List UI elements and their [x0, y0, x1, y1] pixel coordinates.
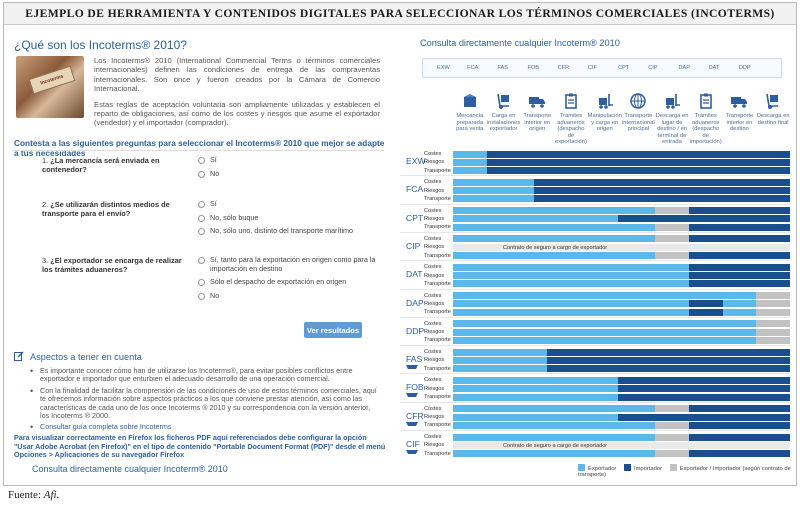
aspects-heading-text: Aspectos a tener en cuenta [30, 352, 142, 362]
ver-resultados-button[interactable]: Ver resultados [304, 322, 362, 338]
stage-column [588, 92, 622, 133]
allocation-segment [655, 252, 689, 259]
row-label-riesgos: Riesgos [424, 385, 445, 392]
allocation-segment [618, 442, 790, 449]
option-label: No [210, 291, 220, 300]
stage-label: Descarga en lugar de destino / en terminal de entrada [655, 113, 689, 146]
question-2 [42, 200, 192, 218]
ship-icon [406, 364, 422, 371]
allocation-strip-riesgos [453, 442, 790, 450]
allocation-segment [756, 329, 790, 336]
shared-swatch [670, 464, 677, 471]
incoterm-code-dap[interactable] [406, 298, 424, 308]
incoterm-code-exw[interactable] [406, 156, 426, 166]
legend-label: Importador [633, 466, 663, 472]
question-number: 2. [42, 200, 49, 209]
row-label-riesgos: Riesgos [424, 329, 445, 336]
allocation-segment [453, 264, 689, 271]
row-label-transporte: Transporte [424, 450, 451, 457]
allocation-segment [756, 292, 790, 299]
importer-swatch [624, 464, 631, 471]
truck-icon [730, 92, 748, 110]
allocation-segment [453, 179, 534, 186]
stage-column [554, 92, 588, 146]
allocation-segment [453, 320, 756, 327]
allocation-strip-riesgos [453, 414, 790, 422]
intro-text [94, 56, 380, 134]
caption-source: Afi. [43, 489, 60, 501]
allocation-segment [453, 434, 655, 441]
divider [400, 289, 790, 290]
allocation-segment [655, 450, 689, 457]
allocation-segment [756, 300, 790, 307]
incoterm-code-link[interactable]: DDP [738, 65, 751, 71]
stage-label: Transporte interior en destino [725, 113, 754, 133]
allocation-segment [453, 167, 487, 174]
clipboard-icon [562, 92, 580, 110]
divider [400, 345, 790, 346]
row-label-costes: Costes [424, 434, 442, 440]
row-label-costes: Costes [424, 405, 442, 412]
incoterm-code-link[interactable]: CFR [557, 65, 570, 71]
allocation-segment [655, 422, 689, 429]
allocation-segment [689, 300, 723, 307]
allocation-segment [534, 195, 790, 202]
incoterm-code-link[interactable]: EXW [437, 65, 450, 71]
divider [12, 150, 384, 151]
allocation-segment [618, 394, 790, 401]
allocation-segment [453, 450, 655, 457]
incoterm-code-label: FAS [406, 354, 423, 365]
row-label-costes: Costes [424, 207, 442, 214]
allocation-segment [655, 207, 689, 214]
allocation-segment [618, 385, 790, 392]
row-label-riesgos: Riesgos [424, 159, 445, 166]
option-label: No, sólo buque [210, 213, 259, 222]
q2-option-si[interactable] [198, 200, 378, 209]
row-label-riesgos: Riesgos [424, 215, 445, 222]
incoterm-code-ddp[interactable] [406, 326, 424, 336]
radio-button[interactable] [198, 293, 205, 300]
allocation-segment [655, 405, 689, 412]
allocation-segment [453, 385, 618, 392]
stage-label: Manipulación y carga en origen [587, 113, 622, 133]
incoterm-code-label: FCA [406, 184, 424, 195]
allocation-segment [723, 309, 757, 316]
allocation-strip-costes [453, 235, 790, 243]
legend-label: Exportador / Importador (según contrato de transporte) [578, 466, 791, 478]
allocation-segment [453, 207, 655, 214]
radio-button[interactable] [198, 257, 205, 264]
hand-truck-icon [495, 92, 513, 110]
incoterm-code-label: DAT [406, 269, 423, 280]
question-text: ¿La mercancía será enviada en contenedor? [42, 156, 160, 174]
list-item: • Es importante conocer cómo han de utilizarse los Incoterms®, para evitar posibles conflictos entre exportador e importador que enturbien el adecuado desarrollo de una operación comercial. [30, 367, 380, 384]
allocation-segment [689, 450, 790, 457]
allocation-segment [453, 309, 689, 316]
row-label-riesgos: Riesgos [424, 414, 445, 420]
question-number: 3. [42, 256, 49, 265]
radio-button[interactable] [198, 228, 205, 235]
allocation-segment [655, 224, 689, 231]
stage-column [621, 92, 655, 133]
incoterm-code-fob[interactable] [406, 382, 424, 399]
stage-column [655, 92, 689, 146]
chart-heading: Consulta directamente cualquier Incoterm® 2010 [420, 38, 620, 48]
incoterm-code-link[interactable]: CIF [587, 65, 597, 71]
incoterm-code-link[interactable]: FOB [527, 65, 540, 71]
row-label-transporte: Transporte [424, 252, 451, 259]
incoterm-code-label: DAP [406, 297, 424, 308]
row-label-transporte: Transporte [424, 365, 451, 372]
stage-label: Mercancía preparada para venta [456, 113, 484, 133]
legend-label: Exportador [588, 466, 617, 472]
stamp-photo-icon [16, 56, 84, 118]
allocation-strip-transporte [453, 450, 790, 458]
q1-option-si[interactable] [198, 156, 378, 165]
allocation-segment [534, 187, 790, 194]
radio-button[interactable] [198, 157, 205, 164]
incoterm-code-bar [422, 58, 782, 78]
forklift-icon [596, 92, 614, 110]
row-label-riesgos: Riesgos [424, 300, 445, 307]
hand-truck-icon [764, 92, 782, 110]
row-label-transporte: Transporte [424, 224, 451, 231]
allocation-segment [487, 167, 790, 174]
incoterm-code-link[interactable]: FCA [467, 65, 479, 71]
allocation-segment [655, 235, 689, 242]
edit-icon [14, 351, 24, 361]
row-label-transporte: Transporte [424, 337, 451, 344]
intro-paragraph-2: Estas reglas de aceptación voluntaria son ampliamente utilizadas y establecen el reparto de obligaciones, así como de los costes y riesgos que asume el exportador (vendedor) y el importador (comprador). [94, 99, 380, 128]
intro-heading: ¿Qué son los Incoterms® 2010? [14, 38, 187, 52]
consult-any-incoterm-link[interactable]: Consulta directamente cualquier Incoterm® 2010 [32, 464, 228, 474]
allocation-strip-riesgos [453, 272, 790, 280]
incoterm-code-dat[interactable] [406, 269, 423, 279]
row-label-riesgos: Riesgos [424, 187, 445, 194]
allocation-segment [453, 365, 547, 372]
q3-option-exportacion[interactable] [198, 278, 378, 287]
ship-icon [406, 449, 420, 456]
radio-button[interactable] [198, 171, 205, 178]
q3-option-no[interactable] [198, 292, 378, 301]
allocation-segment [453, 187, 534, 194]
allocation-strip-costes [453, 320, 790, 328]
allocation-segment [453, 300, 689, 307]
intro-paragraph-1: Los Incoterms® 2010 (International Commercial Terms o términos comerciales internacionales) definen las condiciones de entrega de las compraventas internacionales. Son once y fueron creados por la Cámara de Comercio Internacional. [94, 56, 380, 94]
divider [400, 232, 790, 233]
allocation-strip-riesgos [453, 244, 790, 252]
allocation-segment [453, 272, 689, 279]
incoterm-code-label: CPT [406, 212, 424, 223]
allocation-strip-costes [453, 179, 790, 187]
incoterm-code-link[interactable]: DAP [678, 65, 690, 71]
allocation-segment [453, 422, 655, 429]
allocation-segment [618, 414, 790, 421]
stage-label: Carga en instalaciones exportador [486, 113, 521, 133]
ship-icon [406, 392, 424, 399]
question-number: 1. [42, 156, 49, 165]
row-label-costes: Costes [424, 264, 442, 271]
allocation-segment [689, 309, 723, 316]
allocation-segment [689, 252, 790, 259]
globe-icon [629, 92, 647, 110]
incoterm-code-cpt[interactable] [406, 213, 423, 223]
question-text: ¿Se utilizarán distintos medios de transporte para el envío? [42, 200, 170, 218]
allocation-segment [655, 434, 689, 441]
row-label-costes: Costes [424, 235, 442, 242]
allocation-strip-transporte [453, 422, 790, 430]
aspects-list [30, 367, 380, 435]
allocation-segment [487, 159, 790, 166]
stage-column [756, 92, 790, 126]
row-label-transporte: Transporte [424, 422, 451, 429]
figure-title: EJEMPLO DE HERRAMIENTA Y CONTENIDOS DIGITALES PARA SELECCIONAR LOS TÉRMINOS COMERCIALES (INCOTERMS) [4, 3, 796, 25]
allocation-segment [453, 252, 655, 259]
row-label-costes: Costes [424, 349, 442, 356]
incoterm-code-fca[interactable] [406, 184, 423, 194]
allocation-segment [689, 264, 790, 271]
allocation-segment [723, 300, 757, 307]
allocation-strip-transporte [453, 167, 790, 175]
row-label-riesgos: Riesgos [424, 272, 445, 279]
row-label-costes: Costes [424, 377, 442, 384]
allocation-segment [547, 357, 790, 364]
option-label: Sí, tanto para la exportación en origen como para la importación en destino [210, 255, 376, 273]
allocation-segment [453, 357, 547, 364]
incoterm-code-label: FOB [406, 382, 424, 393]
divider [400, 204, 790, 205]
stamp-label: Incoterms [29, 66, 76, 95]
stage-column [520, 92, 554, 133]
allocation-segment [689, 434, 790, 441]
row-label-riesgos: Riesgos [424, 357, 445, 364]
allocation-strip-costes [453, 264, 790, 272]
legend [578, 464, 792, 478]
allocation-strip-costes [453, 207, 790, 215]
allocation-segment [534, 179, 790, 186]
radio-button[interactable] [198, 201, 205, 208]
incoterm-code-label: DDP [406, 325, 425, 336]
allocation-segment [756, 309, 790, 316]
allocation-segment [453, 224, 655, 231]
allocation-segment [689, 235, 790, 242]
allocation-strip-costes [453, 405, 790, 413]
forklift-icon [663, 92, 681, 110]
row-label-costes: Costes [424, 320, 442, 327]
radio-button[interactable] [198, 215, 205, 222]
allocation-strip-costes [453, 151, 790, 159]
row-label-transporte: Transporte [424, 309, 451, 316]
allocation-segment [547, 349, 790, 356]
allocation-segment [689, 280, 790, 287]
allocation-strip-costes [453, 434, 790, 442]
stage-label: Transporte internacional principal [621, 113, 655, 133]
allocation-strip-riesgos [453, 385, 790, 393]
stage-column [453, 92, 487, 133]
incoterm-code-link[interactable]: DAT [708, 65, 720, 71]
incoterm-code-label: CIP [406, 240, 421, 251]
allocation-strip-riesgos [453, 159, 790, 167]
insurance-note: Contrato de seguro a cargo de exportador [503, 244, 608, 251]
allocation-strip-transporte [453, 365, 790, 373]
aspects-heading [14, 351, 142, 362]
allocation-strip-transporte [453, 195, 790, 203]
quiz-title: Contesta a las siguientes preguntas para seleccionar el Incoterms® 2010 que mejor se adapte a tus necesidades [14, 138, 385, 158]
incoterm-code-link[interactable]: CPT [618, 65, 630, 71]
question-text: ¿El exportador se encarga de realizar los trámites aduaneros? [42, 256, 182, 274]
row-label-transporte: Transporte [424, 280, 451, 287]
allocation-segment [453, 394, 618, 401]
allocation-segment [453, 405, 655, 412]
allocation-segment [547, 365, 790, 372]
row-label-riesgos: Riesgos [424, 442, 445, 449]
allocation-strip-riesgos [453, 357, 790, 365]
incoterm-code-label: CFR [406, 410, 424, 421]
list-item: • Con la finalidad de facilitar la comprensión de las condiciones de uso de estos términos comerciales, aquí te ofrecemos información sobre aspectos prácticos a los que conviene prestar atención, así como las características de cada uno de los once Incoterms ® 2010 y su correspondencia con la versión anterior, los Incoterms ® 2000. [30, 387, 380, 421]
option-label: Sí [210, 155, 217, 164]
allocation-segment [689, 224, 790, 231]
row-label-transporte: Transporte [424, 167, 451, 174]
allocation-segment [453, 292, 756, 299]
exporter-swatch [578, 464, 585, 471]
divider [400, 175, 790, 176]
allocation-strip-transporte [453, 309, 790, 317]
allocation-strip-riesgos [453, 300, 790, 308]
q2-option-buque[interactable] [198, 214, 378, 223]
allocation-strip-costes [453, 349, 790, 357]
incoterm-code-cif[interactable] [406, 439, 420, 456]
stage-column [487, 92, 521, 133]
allocation-segment [756, 320, 790, 327]
incoterm-code-link[interactable]: CIP [648, 65, 658, 71]
allocation-segment [689, 272, 790, 279]
allocation-strip-costes [453, 377, 790, 385]
allocation-segment [689, 405, 790, 412]
allocation-segment [453, 349, 547, 356]
divider [400, 317, 790, 318]
allocation-strip-transporte [453, 280, 790, 288]
legend-importer [624, 466, 662, 472]
option-label: No [210, 169, 220, 178]
allocation-strip-costes [453, 292, 790, 300]
allocation-segment [453, 329, 756, 336]
incoterm-code-cip[interactable] [406, 241, 420, 251]
row-label-riesgos: Riesgos [424, 244, 445, 251]
allocation-strip-riesgos [453, 329, 790, 337]
allocation-segment [487, 151, 790, 158]
divider [400, 402, 790, 403]
stage-label: Trámites aduaneros (despacho de exportación) [554, 113, 587, 146]
incoterm-code-label: CIF [406, 439, 420, 449]
allocation-strip-riesgos [453, 215, 790, 223]
row-label-costes: Costes [424, 292, 442, 299]
stage-column [689, 92, 723, 146]
stage-label: Transporte interior en origen [523, 113, 552, 133]
allocation-strip-transporte [453, 224, 790, 232]
row-label-transporte: Transporte [424, 394, 451, 400]
allocation-strip-transporte [453, 337, 790, 345]
stage-label: Trámites aduaneros (despacho de importación) [689, 113, 722, 146]
row-label-transporte: Transporte [424, 195, 451, 202]
clipboard-icon [697, 92, 715, 110]
insurance-note: Contrato de seguro a cargo de exportador [503, 442, 608, 449]
allocation-segment [618, 244, 790, 251]
allocation-segment [756, 337, 790, 344]
incoterm-code-fas[interactable] [406, 354, 422, 371]
option-label: No, sólo uno, distinto del transporte marítimo [210, 226, 354, 235]
option-label: Sólo el despacho de exportación en origen [210, 277, 347, 286]
allocation-segment [618, 377, 790, 384]
truck-icon [528, 92, 546, 110]
allocation-segment [453, 195, 534, 202]
allocation-segment [618, 215, 790, 222]
row-label-costes: Costes [424, 151, 442, 157]
allocation-segment [689, 207, 790, 214]
allocation-segment [453, 151, 487, 158]
q1-option-no[interactable] [198, 170, 378, 179]
row-label-costes: Costes [424, 179, 442, 186]
allocation-segment [453, 280, 689, 287]
firefox-note: Para visualizar correctamente en Firefox los ficheros PDF aquí referenciados debe configurar la opción "Usar Adobe Acrobat (en Firefox)" en el tipo de contenido "Portable Document Format (PDF)" desde el menú Opciones > Aplicaciones de su navegador Firefox [14, 433, 386, 460]
question-1 [42, 156, 192, 174]
radio-button[interactable] [198, 279, 205, 286]
q3-option-ambos[interactable] [198, 256, 378, 273]
allocation-segment [453, 414, 618, 421]
divider [400, 260, 790, 261]
allocation-segment [453, 377, 618, 384]
allocation-strip-transporte [453, 394, 790, 402]
allocation-segment [453, 215, 618, 222]
allocation-segment [453, 159, 487, 166]
ship-icon [406, 421, 424, 428]
allocation-strip-riesgos [453, 187, 790, 195]
incoterm-code-link[interactable]: FAS [497, 65, 508, 71]
source-caption [8, 489, 59, 501]
question-3 [42, 256, 192, 274]
divider [400, 430, 790, 431]
caption-prefix: Fuente: [8, 489, 44, 501]
incoterm-code-cfr[interactable] [406, 411, 424, 428]
allocation-segment [453, 235, 655, 242]
option-label: Sí [210, 199, 217, 208]
stage-column [722, 92, 756, 133]
package-icon [461, 92, 479, 110]
allocation-strip-transporte [453, 252, 790, 260]
guide-link[interactable]: • Consultar guía completa sobre Incoterms [30, 423, 380, 431]
q2-option-otro[interactable] [198, 227, 378, 236]
divider [400, 373, 790, 374]
allocation-segment [453, 337, 756, 344]
stage-label: Descarga en destino final [756, 113, 790, 126]
allocation-segment [689, 422, 790, 429]
incoterm-code-label: EXW [406, 156, 426, 166]
